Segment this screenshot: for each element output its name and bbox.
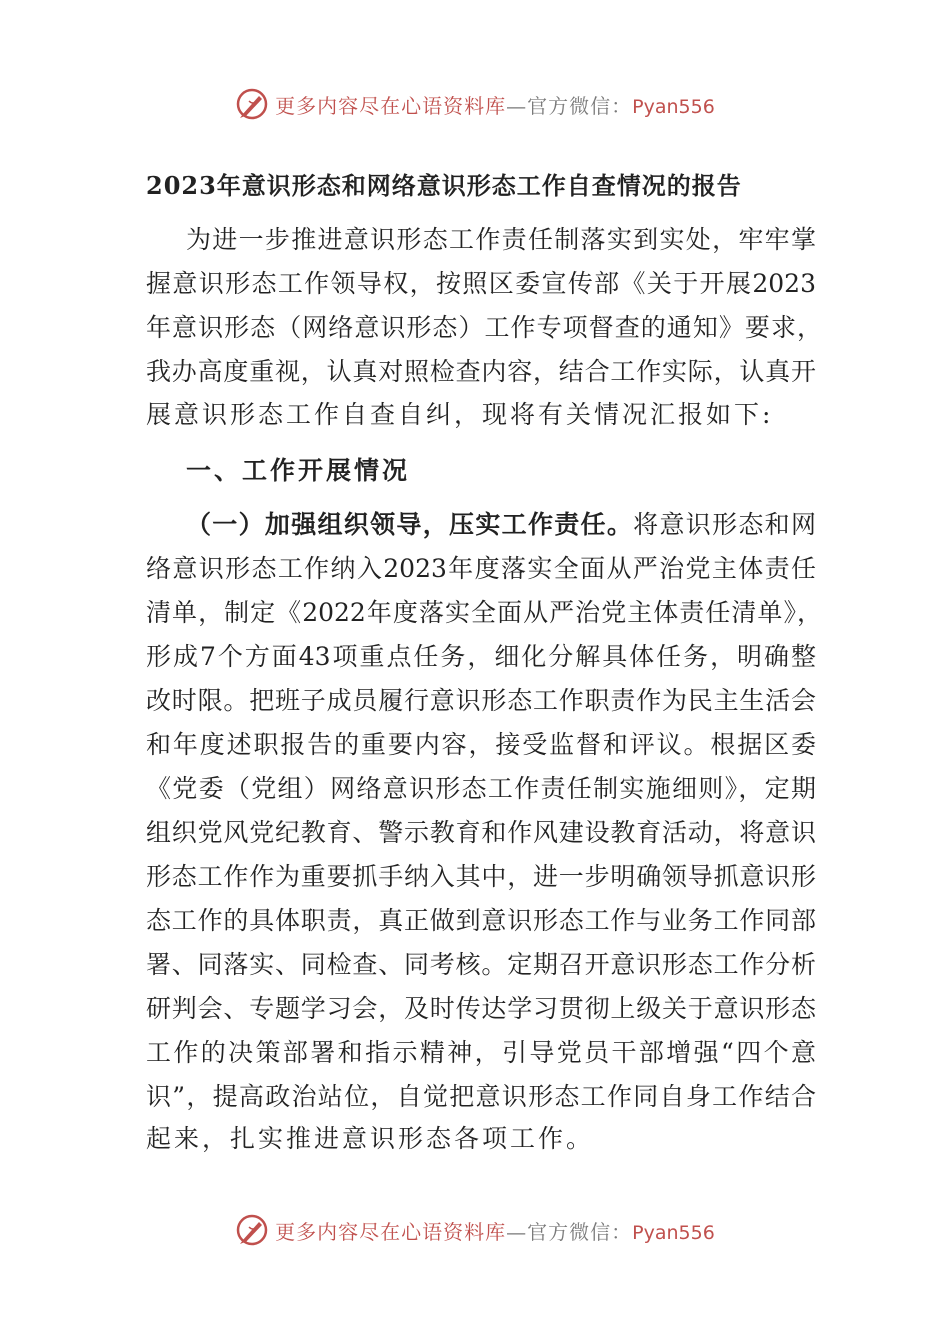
pen-circle-logo-icon xyxy=(235,87,269,121)
banner-slogan: 更多内容尽在心语资料库 xyxy=(275,93,507,118)
paragraph-line: 研判会、专题学习会，及时传达学习贯彻上级关于意识形态 xyxy=(146,994,816,1023)
banner-wechat-label: 官方微信： xyxy=(527,93,633,118)
paragraph-line: 和年度述职报告的重要内容，接受监督和评议。根据区委 xyxy=(146,730,816,759)
paragraph-text: 将意识形态和网 xyxy=(633,510,816,539)
section-heading: 一、工作开展情况 xyxy=(186,456,411,485)
intro-line: 握意识形态工作领导权，按照区委宣传部《关于开展2023 xyxy=(146,269,816,298)
banner-slogan: 更多内容尽在心语资料库 xyxy=(275,1219,507,1244)
paragraph-line: 组织党风党纪教育、警示教育和作风建设教育活动，将意识 xyxy=(146,818,816,847)
paragraph-line: 改时限。把班子成员履行意识形态工作职责作为民主生活会 xyxy=(146,686,816,715)
paragraph-line: 络意识形态工作纳入2023年度落实全面从严治党主体责任 xyxy=(146,554,816,583)
footer-banner xyxy=(0,1210,950,1250)
banner-dash: — xyxy=(506,93,528,118)
banner-dash: — xyxy=(506,1219,528,1244)
paragraph-line: 起来，扎实推进意识形态各项工作。 xyxy=(146,1124,595,1153)
banner-account: Pyan556 xyxy=(632,1221,715,1244)
paragraph-line: 态工作的具体职责，真正做到意识形态工作与业务工作同部 xyxy=(146,906,816,935)
paragraph-line: 形成7个方面43项重点任务，细化分解具体任务，明确整 xyxy=(146,642,816,671)
pen-circle-logo-icon xyxy=(235,1213,269,1247)
paragraph-first-line xyxy=(186,503,816,547)
paragraph-line: 识”，提高政治站位，自觉把意识形态工作同自身工作结合 xyxy=(146,1082,816,1111)
intro-line: 我办高度重视，认真对照检查内容，结合工作实际，认真开 xyxy=(146,357,816,386)
paragraph-line: 清单，制定《2022年度落实全面从严治党主体责任清单》， xyxy=(146,598,822,627)
banner-account: Pyan556 xyxy=(632,95,715,118)
paragraph-line: 工作的决策部署和指示精神，引导党员干部增强“四个意 xyxy=(146,1038,816,1067)
subsection-lead: （一）加强组织领导，压实工作责任。 xyxy=(186,510,634,539)
header-banner xyxy=(0,84,950,124)
paragraph-line: 《党委（党组）网络意识形态工作责任制实施细则》，定期 xyxy=(146,774,816,803)
banner-text xyxy=(275,90,715,119)
document-title: 2023年意识形态和网络意识形态工作自查情况的报告 xyxy=(146,171,742,200)
intro-line: 展意识形态工作自查自纠，现将有关情况汇报如下: xyxy=(146,400,774,429)
intro-line: 年意识形态（网络意识形态）工作专项督查的通知》要求， xyxy=(146,313,822,342)
intro-line: 为进一步推进意识形态工作责任制落实到实处，牢牢掌 xyxy=(186,225,816,254)
paragraph-line: 形态工作作为重要抓手纳入其中，进一步明确领导抓意识形 xyxy=(146,862,816,891)
paragraph-line: 署、同落实、同检查、同考核。定期召开意识形态工作分析 xyxy=(146,950,816,979)
banner-text xyxy=(275,1216,715,1245)
banner-wechat-label: 官方微信： xyxy=(527,1219,633,1244)
